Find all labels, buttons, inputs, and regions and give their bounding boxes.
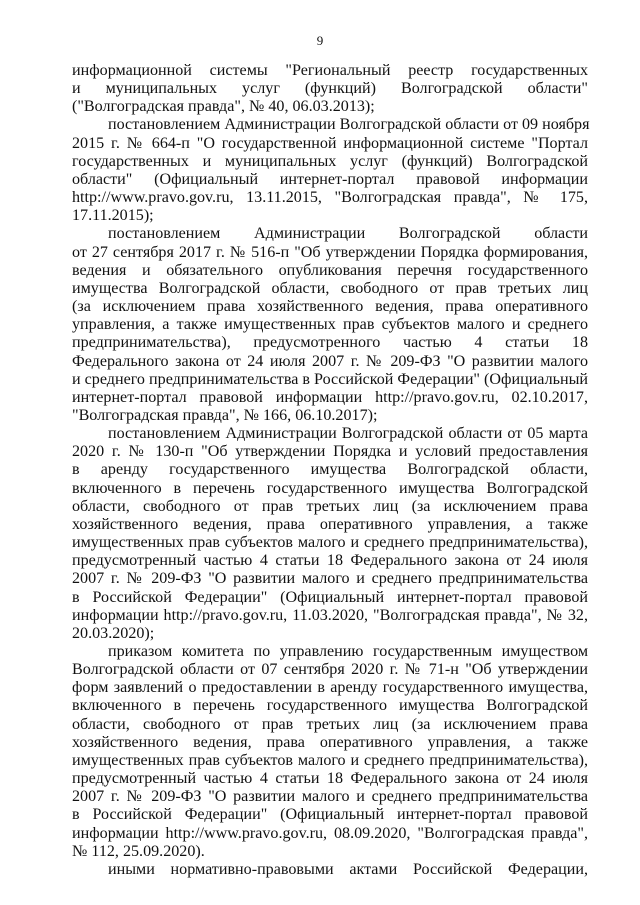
text-line: имущества Волгоградской области, свободного от прав третьих лиц — [72, 279, 588, 297]
text-line: постановлением Администрации Волгоградской области — [108, 225, 588, 243]
paragraph — [72, 425, 588, 643]
text-line: № 112, 25.09.2020). — [72, 842, 205, 860]
text-line: государственных и муниципальных услуг (функций) Волгоградской — [72, 152, 588, 170]
text-line: области, свободного от прав третьих лиц (за исключением права — [72, 715, 588, 733]
text-line: "Волгоградская правда", № 166, 06.10.2017); — [72, 406, 378, 424]
paragraph — [72, 861, 588, 879]
paragraph — [72, 643, 588, 861]
text-line: и среднего предпринимательства в Российской Федерации" (Официальный — [72, 370, 588, 388]
text-line: предусмотренный частью 4 статьи 18 Федерального закона от 24 июля — [72, 552, 588, 570]
text-line: ("Волгоградская правда", № 40, 06.03.2013); — [72, 98, 375, 116]
text-line: http://www.pravo.gov.ru, 13.11.2015, "Волгоградская правда", № 175, — [72, 189, 588, 207]
text-line: 2007 г. № 209-ФЗ "О развитии малого и среднего предпринимательства — [72, 788, 588, 806]
text-line: постановлением Администрации Волгоградской области от 09 ноября — [108, 116, 590, 134]
text-line: имущественных прав субъектов малого и среднего предпринимательства), — [72, 534, 588, 552]
text-line: хозяйственного ведения, права оперативного управления, а также — [72, 733, 588, 751]
text-line: ведения и обязательного опубликования перечня государственного — [72, 261, 588, 279]
text-line: хозяйственного ведения, права оперативного управления, а также — [72, 515, 588, 533]
text-line: включенного в перечень государственного имущества Волгоградской — [72, 479, 588, 497]
document-body — [72, 62, 588, 879]
text-line: интернет-портал правовой информации http://pravo.gov.ru, 02.10.2017, — [72, 388, 588, 406]
text-line: форм заявлений о предоставлении в аренду государственного имущества, — [72, 679, 588, 697]
text-line: иными нормативно-правовыми актами Российской Федерации, — [108, 860, 588, 878]
paragraph — [72, 62, 588, 116]
text-line: приказом комитета по управлению государственным имуществом — [108, 643, 588, 660]
text-line: и муниципальных услуг (функций) Волгоградской области" — [72, 80, 588, 98]
text-line: предусмотренный частью 4 статьи 18 Федерального закона от 24 июля — [72, 770, 588, 788]
text-line: информации http://www.pravo.gov.ru, 08.09.2020, "Волгоградская правда", — [72, 824, 588, 842]
text-line: информационной системы "Региональный реестр государственных — [72, 62, 588, 79]
text-line: 20.03.2020); — [72, 624, 155, 642]
text-line: 17.11.2015); — [72, 207, 154, 225]
text-line: 2007 г. № 209-ФЗ "О развитии малого и среднего предпринимательства — [72, 570, 588, 588]
text-line: в Российской Федерации" (Официальный интернет-портал правовой — [72, 588, 588, 606]
text-line: включенного в перечень государственного имущества Волгоградской — [72, 697, 588, 715]
text-line: в Российской Федерации" (Официальный интернет-портал правовой — [72, 806, 588, 824]
text-line: 2020 г. № 130-п "Об утверждении Порядка и условий предоставления — [72, 443, 588, 461]
text-line: в аренду государственного имущества Волгоградской области, — [72, 461, 588, 479]
text-line: предпринимательства), предусмотренного частью 4 статьи 18 — [72, 334, 588, 352]
text-line: области" (Официальный интернет-портал правовой информации — [72, 170, 588, 188]
text-line: (за исключением права хозяйственного ведения, права оперативного — [72, 298, 588, 316]
text-line: Федерального закона от 24 июля 2007 г. № 209-ФЗ "О развитии малого — [72, 352, 588, 370]
text-line: управления, а также имущественных прав субъектов малого и среднего — [72, 316, 588, 334]
paragraph — [72, 116, 588, 225]
text-line: Волгоградской области от 07 сентября 2020 г. № 71-н "Об утверждении — [72, 661, 588, 679]
text-line: имущественных прав субъектов малого и среднего предпринимательства), — [72, 751, 588, 769]
text-line: постановлением Администрации Волгоградской области от 05 марта — [108, 425, 588, 443]
text-line: от 27 сентября 2017 г. № 516-п "Об утверждении Порядка формирования, — [72, 243, 588, 261]
text-line: 2015 г. № 664-п "О государственной информационной системе "Портал — [72, 134, 588, 152]
paragraph — [72, 225, 588, 425]
text-line: области, свободного от прав третьих лиц (за исключением права — [72, 497, 588, 515]
text-line: информации http://pravo.gov.ru, 11.03.2020, "Волгоградская правда", № 32, — [72, 606, 588, 624]
page-number: 9 — [316, 33, 324, 48]
